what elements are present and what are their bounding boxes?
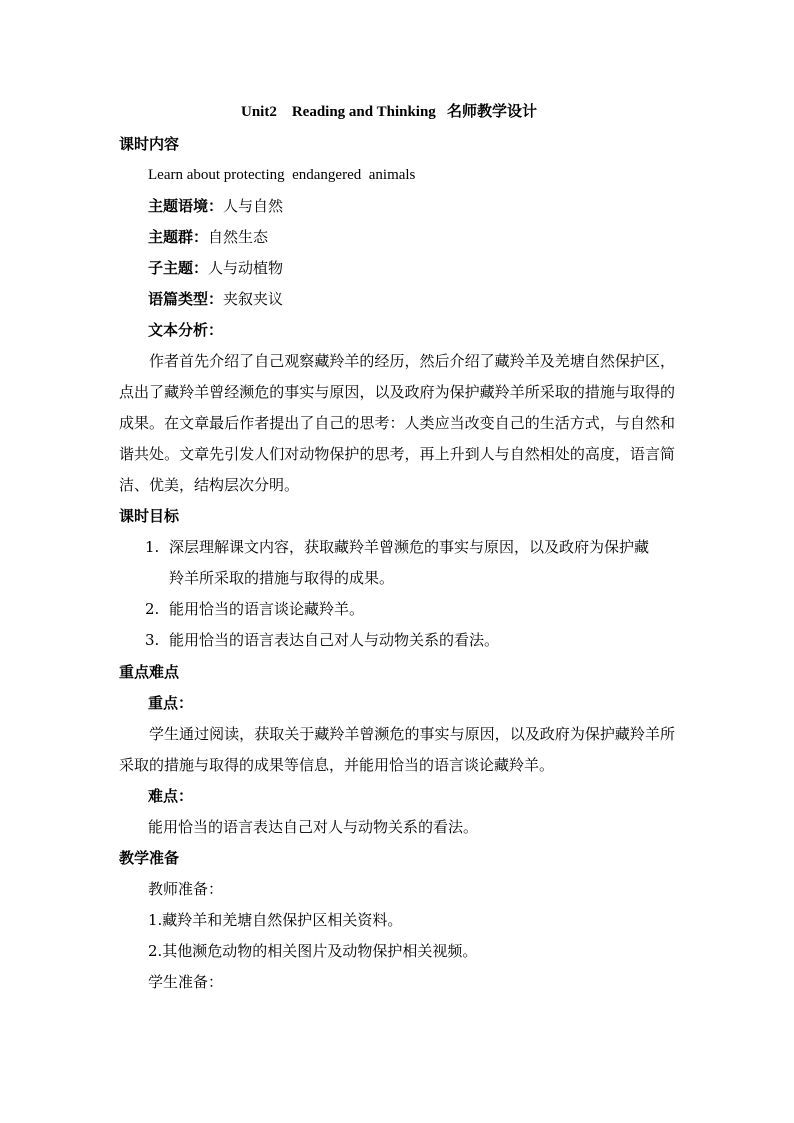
text-analysis-label: 文本分析：	[148, 321, 224, 339]
section-heading-lesson-goals: 课时目标	[119, 507, 180, 525]
student-prep-label: 学生准备：	[148, 973, 224, 991]
difficult-points-label: 难点：	[148, 787, 194, 805]
teacher-prep-item-2: 2.其他濒危动物的相关图片及动物保护相关视频。	[148, 942, 478, 960]
text-genre-value: 夹叙夹议	[223, 290, 284, 308]
goal-item-1	[145, 537, 649, 557]
theme-group-value: 自然生态	[208, 228, 269, 246]
goal-text: 能用恰当的语言表达自己对人与动物关系的看法。	[169, 631, 500, 649]
goal-number: 2.	[145, 600, 160, 618]
theme-group-line	[148, 227, 268, 247]
difficult-points-text: 能用恰当的语言表达自己对人与动物关系的看法。	[148, 818, 479, 836]
goal-text: 深层理解课文内容，获取藏羚羊曾濒危的事实与原因，以及政府为保护藏	[169, 538, 650, 556]
goal-item-3	[145, 630, 499, 650]
teacher-prep-item-1: 1.藏羚羊和羌塘自然保护区相关资料。	[148, 911, 403, 929]
goal-number: 3.	[145, 631, 160, 649]
section-heading-key-difficult: 重点难点	[119, 663, 180, 681]
theme-context-value: 人与自然	[223, 197, 284, 215]
goal-item-2	[145, 599, 364, 619]
goal-text: 能用恰当的语言谈论藏羚羊。	[169, 600, 365, 618]
key-points-label: 重点：	[148, 694, 194, 712]
theme-context-label: 主题语境：	[148, 197, 224, 215]
key-points-paragraph: 学生通过阅读，获取关于藏羚羊曾濒危的事实与原因，以及政府为保护藏羚羊所采取的措施与取得的成果等信息，并能用恰当的语言谈论藏羚羊。	[119, 725, 675, 774]
text-genre-label: 语篇类型：	[148, 290, 224, 308]
goal-number: 1.	[145, 538, 160, 556]
teacher-prep-label: 教师准备：	[148, 880, 224, 898]
section-heading-lesson-content: 课时内容	[119, 135, 180, 153]
sub-theme-value: 人与动植物	[208, 259, 284, 277]
theme-context-line	[148, 196, 283, 216]
goal-item-1-continued: 羚羊所采取的措施与取得的成果。	[169, 569, 395, 587]
document-title: Unit2 Reading and Thinking 名师教学设计	[241, 104, 538, 120]
section-heading-preparation: 教学准备	[119, 849, 180, 867]
lesson-topic-english: Learn about protecting endangered animals	[148, 167, 416, 183]
theme-group-label: 主题群：	[148, 228, 209, 246]
sub-theme-line	[148, 258, 283, 278]
text-analysis-paragraph: 作者首先介绍了自己观察藏羚羊的经历，然后介绍了藏羚羊及羌塘自然保护区，点出了藏羚羊曾经濒危的事实与原因，以及政府为保护藏羚羊所采取的措施与取得的成果。在文章最后作者提出了自己的思考：人类应当改变自己的生活方式，与自然和谐共处。文章先引发人们对动物保护的思考，再上升到人与自然相处的高度，语言简洁、优美，结构层次分明。	[119, 352, 675, 494]
text-genre-line	[148, 289, 283, 309]
sub-theme-label: 子主题：	[148, 259, 209, 277]
